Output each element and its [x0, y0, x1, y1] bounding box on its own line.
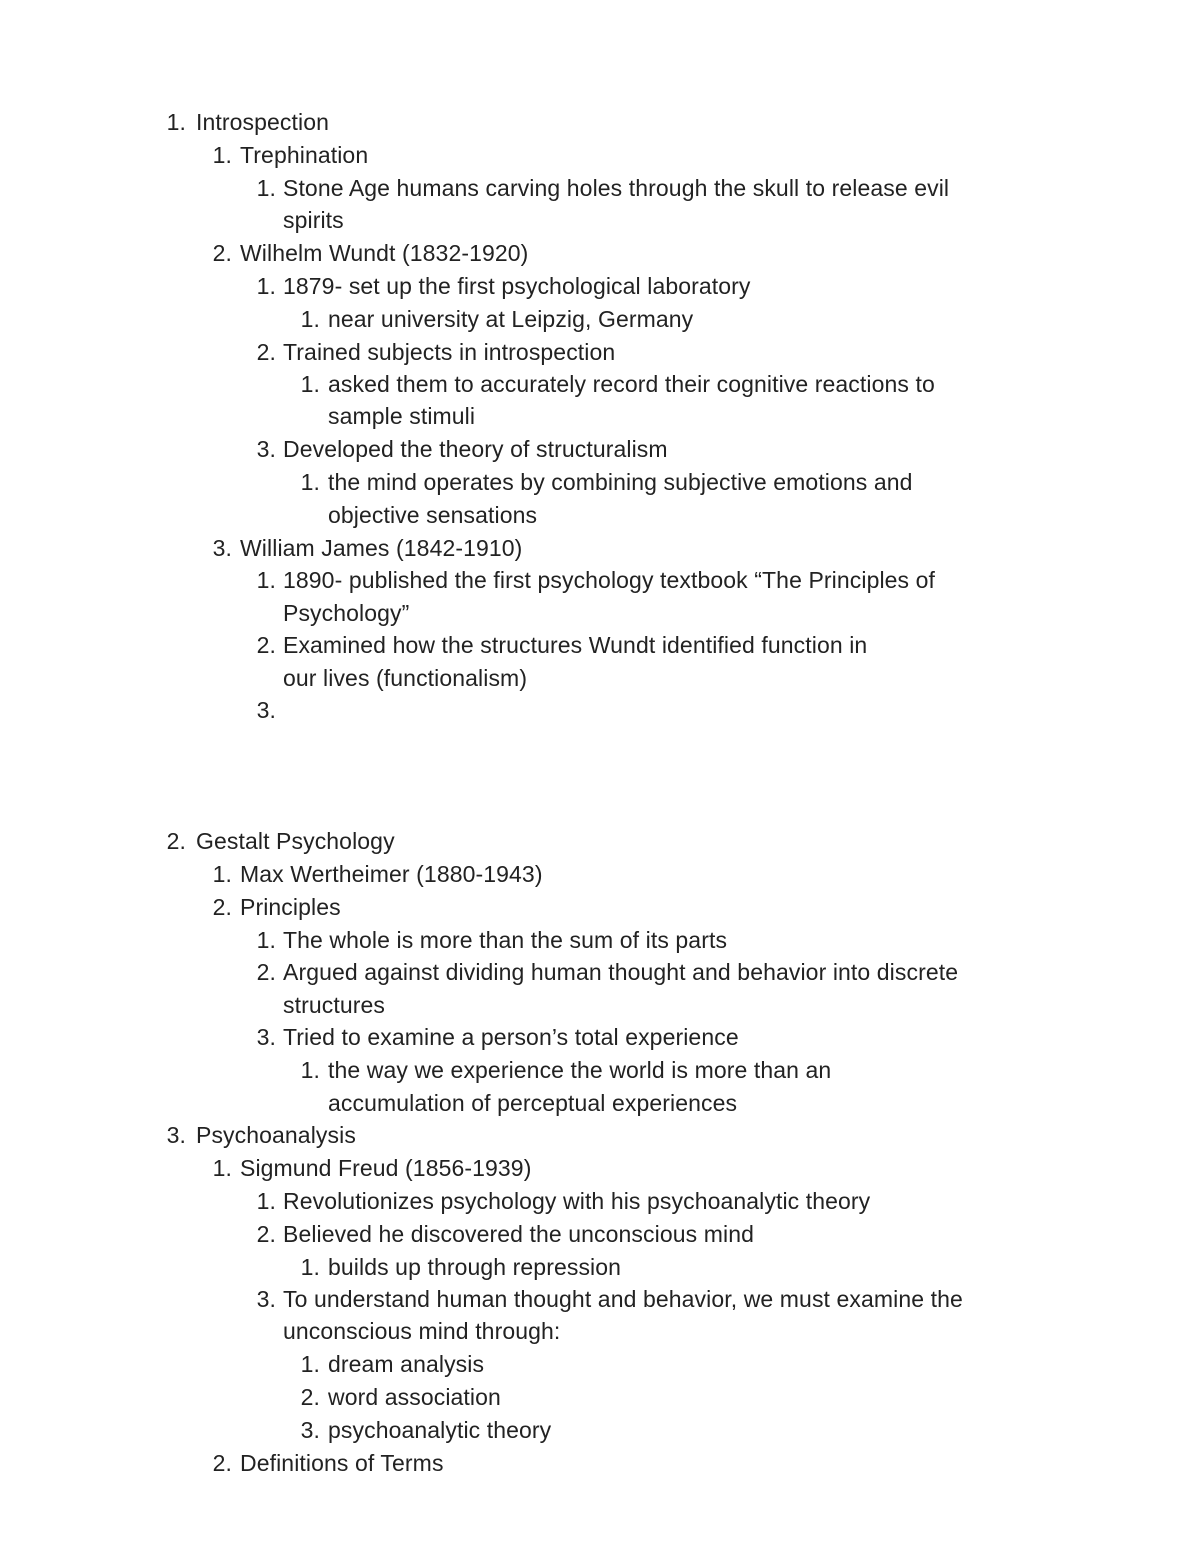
item-number: 3.: [166, 1122, 186, 1148]
item-text: Trephination: [240, 142, 369, 168]
item-text: accumulation of perceptual experiences: [328, 1090, 738, 1116]
item-text: the way we experience the world is more than an: [328, 1057, 832, 1083]
section-heading: Introspection: [196, 109, 329, 135]
item-number: 1.: [212, 861, 232, 887]
item-number: 1.: [300, 1351, 320, 1377]
item-number: 1.: [300, 306, 320, 332]
item-number: 1.: [300, 371, 320, 397]
item-number: 1.: [300, 1057, 320, 1083]
item-text: William James (1842-1910): [240, 535, 523, 561]
item-number: 2.: [256, 632, 276, 658]
item-text: Principles: [240, 894, 341, 920]
item-text: Tried to examine a person’s total experience: [283, 1024, 739, 1050]
item-number: 2.: [300, 1384, 320, 1410]
item-text: Developed the theory of structuralism: [283, 436, 668, 462]
item-text: Argued against dividing human thought and behavior into discrete: [283, 959, 959, 985]
item-number: 1.: [300, 1254, 320, 1280]
item-text: 1879- set up the first psychological laboratory: [283, 273, 751, 299]
item-text: psychoanalytic theory: [328, 1417, 552, 1443]
item-number: 2.: [212, 1450, 232, 1476]
item-text: builds up through repression: [328, 1254, 622, 1280]
item-text: Believed he discovered the unconscious mind: [283, 1221, 754, 1247]
item-text: The whole is more than the sum of its parts: [283, 927, 728, 953]
item-text: our lives (functionalism): [283, 665, 528, 691]
item-number: 3.: [256, 436, 276, 462]
item-text: 1890- published the first psychology textbook “The Principles of: [283, 567, 936, 593]
item-text: asked them to accurately record their cognitive reactions to: [328, 371, 935, 397]
item-number: 3.: [256, 1024, 276, 1050]
item-number: 1.: [256, 1188, 276, 1214]
item-number: 3.: [300, 1417, 320, 1443]
item-text: objective sensations: [328, 502, 538, 528]
item-number: 1.: [300, 469, 320, 495]
item-number: 2.: [212, 240, 232, 266]
item-number: 3.: [212, 535, 232, 561]
item-text: Psychology”: [283, 600, 410, 626]
item-number: 3.: [256, 697, 276, 723]
item-number: 1.: [256, 273, 276, 299]
item-number: 3.: [256, 1286, 276, 1312]
item-number: 1.: [256, 567, 276, 593]
item-number: 1.: [256, 927, 276, 953]
item-number: 1.: [166, 109, 186, 135]
item-text: Revolutionizes psychology with his psychoanalytic theory: [283, 1188, 871, 1214]
item-text: Stone Age humans carving holes through the skull to release evil: [283, 175, 950, 201]
item-text: spirits: [283, 207, 344, 233]
item-number: 1.: [212, 1155, 232, 1181]
item-text: Examined how the structures Wundt identified function in: [283, 632, 868, 658]
item-text: structures: [283, 992, 385, 1018]
item-text: sample stimuli: [328, 403, 476, 429]
item-text: Trained subjects in introspection: [283, 339, 616, 365]
item-text: Wilhelm Wundt (1832-1920): [240, 240, 529, 266]
item-number: 1.: [256, 175, 276, 201]
item-text: To understand human thought and behavior, we must examine the: [283, 1286, 963, 1312]
item-number: 2.: [256, 959, 276, 985]
item-text: unconscious mind through:: [283, 1318, 561, 1344]
item-number: 1.: [212, 142, 232, 168]
item-text: the mind operates by combining subjective emotions and: [328, 469, 913, 495]
item-number: 2.: [212, 894, 232, 920]
item-text: word association: [328, 1384, 501, 1410]
item-text: dream analysis: [328, 1351, 485, 1377]
item-text: near university at Leipzig, Germany: [328, 306, 694, 332]
item-text: Sigmund Freud (1856-1939): [240, 1155, 532, 1181]
item-text: Max Wertheimer (1880-1943): [240, 861, 543, 887]
item-number: 2.: [256, 1221, 276, 1247]
item-text: Definitions of Terms: [240, 1450, 444, 1476]
section-heading: Psychoanalysis: [196, 1122, 356, 1148]
item-number: 2.: [166, 828, 186, 854]
item-number: 2.: [256, 339, 276, 365]
section-heading: Gestalt Psychology: [196, 828, 395, 854]
